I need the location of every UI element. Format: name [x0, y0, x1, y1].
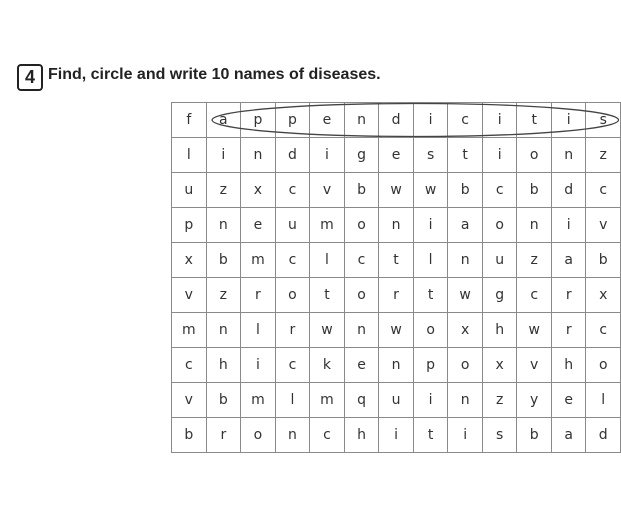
grid-cell[interactable]: o [344, 208, 379, 243]
grid-cell[interactable]: m [310, 383, 345, 418]
grid-cell[interactable]: u [172, 173, 207, 208]
grid-cell[interactable]: b [517, 173, 552, 208]
grid-cell[interactable]: o [586, 348, 621, 383]
grid-cell[interactable]: i [241, 348, 276, 383]
grid-cell[interactable]: n [241, 138, 276, 173]
grid-cell[interactable]: z [206, 278, 241, 313]
grid-cell[interactable]: i [206, 138, 241, 173]
grid-cell[interactable]: r [551, 313, 586, 348]
grid-cell[interactable]: w [379, 173, 414, 208]
grid-cell[interactable]: c [448, 103, 483, 138]
grid-cell[interactable]: o [241, 418, 276, 453]
grid-cell[interactable]: x [241, 173, 276, 208]
grid-cell[interactable]: y [517, 383, 552, 418]
grid-cell[interactable]: i [448, 418, 483, 453]
grid-cell[interactable]: v [172, 278, 207, 313]
grid-cell[interactable]: u [275, 208, 310, 243]
grid-cell[interactable]: f [172, 103, 207, 138]
grid-cell[interactable]: w [413, 173, 448, 208]
grid-cell[interactable]: o [344, 278, 379, 313]
grid-cell[interactable]: x [586, 278, 621, 313]
grid-cell[interactable]: n [379, 208, 414, 243]
grid-cell[interactable]: v [586, 208, 621, 243]
grid-cell[interactable]: z [206, 173, 241, 208]
grid-row [172, 383, 621, 418]
grid-row [172, 173, 621, 208]
grid-row [172, 313, 621, 348]
grid-cell[interactable]: a [551, 418, 586, 453]
grid-cell[interactable]: w [448, 278, 483, 313]
grid-cell[interactable]: t [517, 103, 552, 138]
grid-cell[interactable]: b [206, 383, 241, 418]
grid-cell[interactable]: u [379, 383, 414, 418]
grid-cell[interactable]: d [379, 103, 414, 138]
grid-cell[interactable]: n [448, 383, 483, 418]
grid-row [172, 103, 621, 138]
grid-cell[interactable]: o [517, 138, 552, 173]
grid-cell[interactable]: p [241, 103, 276, 138]
grid-cell[interactable]: e [344, 348, 379, 383]
grid-cell[interactable]: c [586, 313, 621, 348]
grid-cell[interactable]: r [206, 418, 241, 453]
grid-cell[interactable]: b [448, 173, 483, 208]
grid-cell[interactable]: r [551, 278, 586, 313]
grid-cell[interactable]: h [206, 348, 241, 383]
grid-cell[interactable]: c [310, 418, 345, 453]
grid-cell[interactable]: o [482, 208, 517, 243]
grid-cell[interactable]: n [517, 208, 552, 243]
grid-row [172, 348, 621, 383]
grid-cell[interactable]: v [517, 348, 552, 383]
grid-cell[interactable]: g [344, 138, 379, 173]
grid-cell[interactable]: w [517, 313, 552, 348]
grid-cell[interactable]: n [206, 313, 241, 348]
grid-cell[interactable]: r [275, 313, 310, 348]
grid-cell[interactable]: b [586, 243, 621, 278]
grid-cell[interactable]: l [275, 383, 310, 418]
grid-cell[interactable]: z [482, 383, 517, 418]
grid-cell[interactable]: e [241, 208, 276, 243]
word-search-grid [171, 102, 621, 453]
grid-cell[interactable]: l [310, 243, 345, 278]
grid-cell[interactable]: i [482, 103, 517, 138]
grid-cell[interactable]: c [344, 243, 379, 278]
grid-cell[interactable]: i [551, 208, 586, 243]
grid-cell[interactable]: p [275, 103, 310, 138]
grid-cell[interactable]: i [310, 138, 345, 173]
grid-cell[interactable]: s [413, 138, 448, 173]
grid-cell[interactable]: g [482, 278, 517, 313]
grid-cell[interactable]: w [310, 313, 345, 348]
grid-cell[interactable]: d [275, 138, 310, 173]
grid-cell[interactable]: t [413, 418, 448, 453]
grid-cell[interactable]: v [310, 173, 345, 208]
grid-row [172, 243, 621, 278]
grid-cell[interactable]: c [172, 348, 207, 383]
grid-cell[interactable]: c [275, 243, 310, 278]
grid-cell[interactable]: e [379, 138, 414, 173]
grid-cell[interactable]: n [379, 348, 414, 383]
grid-cell[interactable]: h [551, 348, 586, 383]
grid-row [172, 208, 621, 243]
grid-cell[interactable]: r [241, 278, 276, 313]
grid-cell[interactable]: o [413, 313, 448, 348]
grid-cell[interactable]: i [413, 208, 448, 243]
grid-cell[interactable]: m [310, 208, 345, 243]
grid-cell[interactable]: h [482, 313, 517, 348]
grid-cell[interactable]: n [448, 243, 483, 278]
grid-cell[interactable]: l [172, 138, 207, 173]
grid-cell[interactable]: a [206, 103, 241, 138]
grid-cell[interactable]: z [586, 138, 621, 173]
grid-cell[interactable]: c [517, 278, 552, 313]
grid-cell[interactable]: l [241, 313, 276, 348]
grid-cell[interactable]: p [172, 208, 207, 243]
exercise-number: 4 [17, 64, 43, 91]
grid-cell[interactable]: b [344, 173, 379, 208]
grid-cell[interactable]: r [379, 278, 414, 313]
grid-cell[interactable]: e [310, 103, 345, 138]
grid-row [172, 418, 621, 453]
grid-cell[interactable]: i [482, 138, 517, 173]
grid-cell[interactable]: m [241, 243, 276, 278]
grid-cell[interactable]: l [413, 243, 448, 278]
grid-cell[interactable]: t [310, 278, 345, 313]
grid-cell[interactable]: n [275, 418, 310, 453]
grid-cell[interactable]: c [482, 173, 517, 208]
grid-row [172, 278, 621, 313]
grid-cell[interactable]: m [241, 383, 276, 418]
grid-cell[interactable]: t [448, 138, 483, 173]
grid-cell[interactable]: n [551, 138, 586, 173]
grid-cell[interactable]: i [551, 103, 586, 138]
grid-cell[interactable]: b [172, 418, 207, 453]
grid-cell[interactable]: a [448, 208, 483, 243]
grid-cell[interactable]: n [206, 208, 241, 243]
grid-cell[interactable]: b [206, 243, 241, 278]
grid-cell[interactable]: i [379, 418, 414, 453]
grid-cell[interactable]: t [379, 243, 414, 278]
grid-cell[interactable]: o [448, 348, 483, 383]
grid-cell[interactable]: d [586, 418, 621, 453]
grid-row [172, 138, 621, 173]
grid-cell[interactable]: m [172, 313, 207, 348]
grid-cell[interactable]: z [517, 243, 552, 278]
grid-cell[interactable]: c [275, 348, 310, 383]
grid-cell[interactable]: u [482, 243, 517, 278]
grid-cell[interactable]: x [172, 243, 207, 278]
grid-cell[interactable]: x [448, 313, 483, 348]
grid-cell[interactable]: a [551, 243, 586, 278]
grid-cell[interactable]: b [517, 418, 552, 453]
grid-cell[interactable]: q [344, 383, 379, 418]
exercise-instruction: Find, circle and write 10 names of diseases. [48, 66, 381, 83]
grid-cell[interactable]: k [310, 348, 345, 383]
grid-cell[interactable]: h [344, 418, 379, 453]
grid-cell[interactable]: i [413, 103, 448, 138]
grid-cell[interactable]: v [172, 383, 207, 418]
grid-cell[interactable]: x [482, 348, 517, 383]
grid-cell[interactable]: c [275, 173, 310, 208]
grid-cell[interactable]: s [586, 103, 621, 138]
grid-cell[interactable]: p [413, 348, 448, 383]
grid-cell[interactable]: s [482, 418, 517, 453]
grid-cell[interactable]: w [379, 313, 414, 348]
grid-cell[interactable]: n [344, 313, 379, 348]
grid-cell[interactable]: d [551, 173, 586, 208]
grid-cell[interactable]: e [551, 383, 586, 418]
grid-cell[interactable]: t [413, 278, 448, 313]
grid-cell[interactable]: l [586, 383, 621, 418]
grid-cell[interactable]: n [344, 103, 379, 138]
grid-cell[interactable]: o [275, 278, 310, 313]
grid-cell[interactable]: i [413, 383, 448, 418]
grid-cell[interactable]: c [586, 173, 621, 208]
